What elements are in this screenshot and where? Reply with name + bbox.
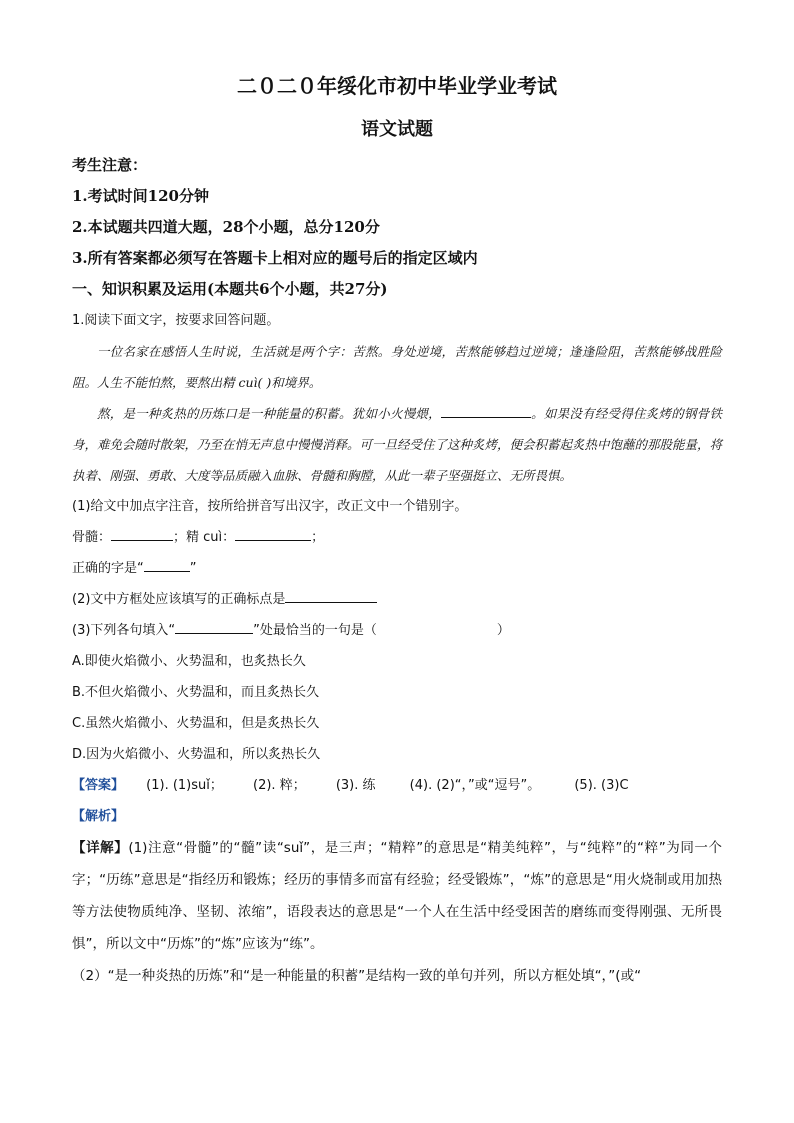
subquestion-1: (1)给文中加点字注音，按所给拼音写出汉字，改正文中一个错别字。 [72,499,468,514]
question-intro: 1.阅读下面文字，按要求回答问题。 [72,313,280,328]
subquestion-text: ”处最恰当的一句是（ [253,623,377,638]
subquestion-3 [72,615,722,646]
subquestion-text: (3)下列各句填入“ [72,623,176,638]
exam-subtitle: 语文试题 [361,119,433,140]
analysis-detail [72,832,722,960]
subquestion-1-blanks [72,522,722,553]
answer-item: (4). (2)“，”或“逗号”。 [409,778,541,793]
notice-item: 2.本试题共四道大题，28个小题，总分120分 [72,218,380,236]
answer-tag: 【答案】 [72,778,125,793]
answer-row [72,770,722,801]
fill-blank [144,557,190,572]
section-heading: 一、知识积累及运用(本题共6个小题，共27分) [72,280,388,298]
answer-item: (3). 练 [335,778,376,793]
option-c: C.虽然火焰微小、火势温和，但是炙热长久 [72,716,320,731]
option-d: D.因为火焰微小、火势温和，所以炙热长久 [72,747,321,762]
option-b: B.不但火焰微小、火势温和，而且炙热长久 [72,685,320,700]
answer-item: (5). (3)C [574,778,629,793]
analysis-tag: 【解析】 [72,809,125,824]
answer-item: (2). 粹； [253,778,306,793]
subquestion-text: (2)文中方框处应该填写的正确标点是 [72,592,286,607]
fill-blank [285,588,377,603]
passage-paragraph-1: 一位名家在感悟人生时说，生活就是两个字：苦熬。身处逆境，苦熬能够趋过逆境；逢逢险阻，苦熬能够战胜险阻。人生不能怕熬，要熬出精 cuì( )和境界。 [72,344,722,390]
fill-blank [441,403,531,418]
blank-label: 骨髓： [72,530,112,545]
detail-tag: 【详解】 [72,840,129,856]
blank-label: ； [311,530,325,545]
answer-item: (1). (1)suǐ； [146,778,223,793]
passage-text: 熬，是一种炙热的历炼口是一种能量的积蓄。犹如小火慢煨， [97,406,441,421]
notice-item: 1.考试时间120分钟 [72,187,209,205]
analysis-row [72,801,722,832]
subquestion-text: ） [496,623,510,638]
option-a: A.即使火焰微小、火势温和，也炙热长久 [72,654,306,669]
notice-block [72,150,722,274]
detail-text: (1)注意“骨髓”的“髓”读“suǐ”，是三声；“精粹”的意思是“精美纯粹”，与“纯粹”的“粹”为同一个字；“历练”意思是“指经历和锻炼；经历的事情多而富有经验；经受锻炼”，“炼”的意思是“用火烧制或用加热等方法使物质纯净、坚韧、浓缩”，语段表达的意思是“一个人在生活中经受困苦的磨练而变得刚强、无所畏惧”，所以文中“历炼”的“炼”应该为“练”。 [72,840,722,952]
blank-label: ；精 cuì： [173,530,236,545]
passage-text: 。如果没有经受得住炙烤的钢骨铁身，难免会随时散架，乃至在悄无声息中慢慢消释。可一旦经受住了这种炙烤，便会积蓄起炙热中饱蘸的那股能量，将执着、刚强、勇敢、大度等品质融入血脉、骨髓和胸膛，从此一辈子坚强挺立、无所畏惧。 [72,406,723,483]
analysis-detail-2: （2）“是一种炎热的历炼”和“是一种能量的积蓄”是结构一致的单句并列，所以方框处填“，”(或“ [72,968,642,984]
fill-blank [111,526,173,541]
notice-heading: 考生注意： [72,156,148,174]
fill-blank [235,526,311,541]
exam-title: 二０二０年绥化市初中毕业学业考试 [237,74,557,98]
exam-page [72,60,722,992]
fill-blank [175,619,253,634]
subquestion-2 [72,584,722,615]
blank-label: 正确的字是“ [72,561,144,576]
subquestion-1-correct [72,553,722,584]
passage-paragraph-2 [72,398,722,491]
blank-label: ” [189,561,197,576]
notice-item: 3.所有答案都必须写在答题卡上相对应的题号后的指定区域内 [72,249,478,267]
